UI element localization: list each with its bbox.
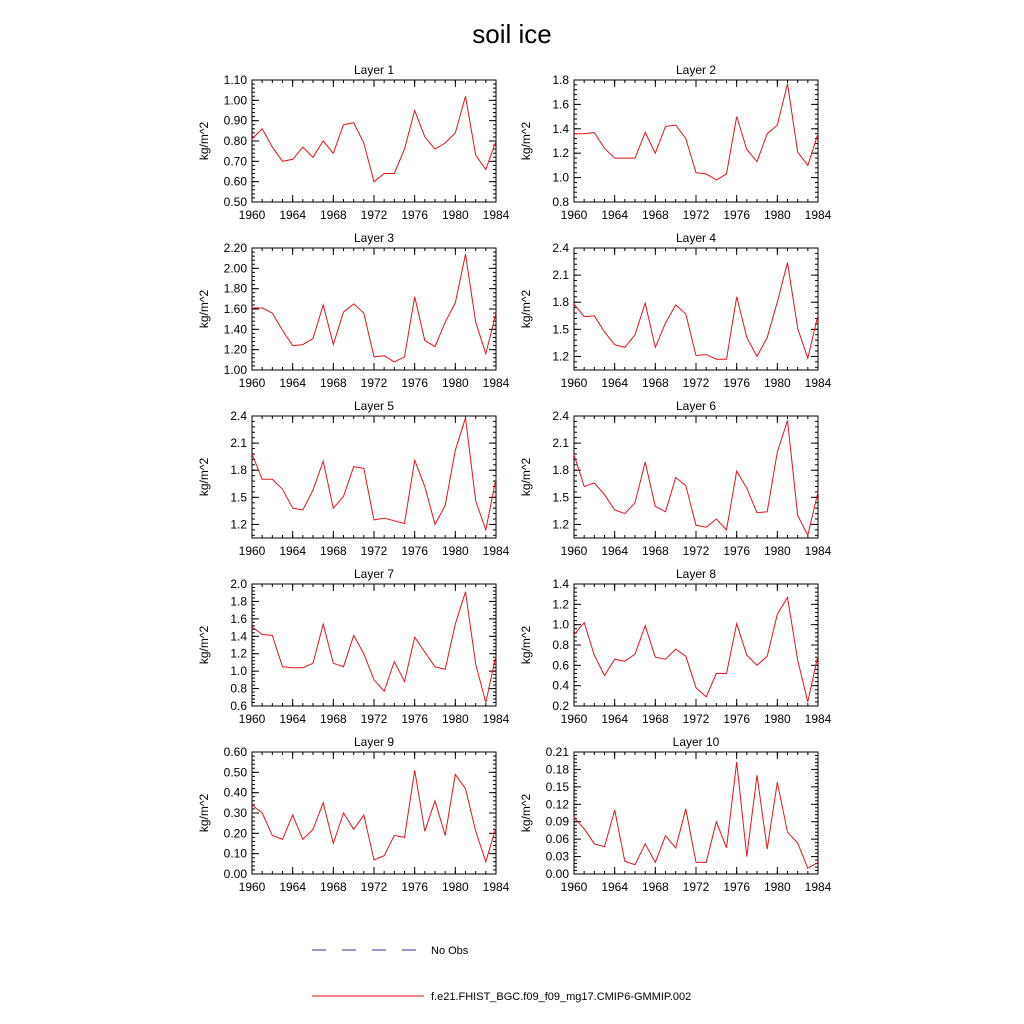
x-tick-label: 1976 bbox=[401, 208, 429, 222]
y-tick-label: 1.2 bbox=[552, 146, 569, 161]
x-tick-label: 1968 bbox=[641, 208, 669, 222]
x-tick-label: 1984 bbox=[804, 712, 832, 726]
y-tick-label: 1.10 bbox=[223, 73, 247, 87]
legend-label: f.e21.FHIST_BGC.f09_f09_mg17.CMIP6-GMMIP.002 bbox=[431, 991, 692, 1003]
x-tick-label: 1980 bbox=[763, 544, 791, 558]
x-tick-label: 1980 bbox=[441, 376, 469, 390]
plot-frame bbox=[252, 752, 496, 874]
y-tick-label: 0.06 bbox=[545, 832, 569, 847]
panel-title: Layer 5 bbox=[353, 399, 395, 413]
x-tick-label: 1964 bbox=[279, 544, 307, 558]
y-tick-label: 0.21 bbox=[545, 745, 569, 759]
y-tick-label: 0.90 bbox=[223, 113, 247, 128]
panel-title: Layer 8 bbox=[675, 567, 717, 581]
x-tick-label: 1964 bbox=[279, 712, 307, 726]
y-tick-label: 1.4 bbox=[230, 629, 247, 644]
x-tick-label: 1972 bbox=[682, 712, 710, 726]
y-axis-label: kg/m^2 bbox=[519, 793, 533, 833]
series-line bbox=[252, 254, 496, 362]
x-tick-label: 1964 bbox=[601, 712, 629, 726]
x-tick-label: 1976 bbox=[401, 376, 429, 390]
x-tick-label: 1968 bbox=[319, 544, 347, 558]
y-axis-label: kg/m^2 bbox=[519, 457, 533, 497]
panel-layer-7 bbox=[197, 567, 510, 726]
y-tick-label: 1.5 bbox=[230, 490, 247, 505]
x-tick-label: 1972 bbox=[682, 376, 710, 390]
main-title: soil ice bbox=[472, 19, 552, 49]
panel-title: Layer 1 bbox=[353, 63, 395, 77]
y-tick-label: 1.8 bbox=[230, 463, 247, 478]
y-tick-label: 0.8 bbox=[230, 681, 247, 696]
panel-title: Layer 7 bbox=[353, 567, 395, 581]
y-tick-label: 0.10 bbox=[223, 846, 247, 861]
y-tick-label: 2.20 bbox=[223, 241, 247, 255]
x-tick-label: 1960 bbox=[560, 376, 588, 390]
y-tick-label: 1.60 bbox=[223, 302, 247, 316]
y-tick-label: 0.00 bbox=[545, 867, 569, 881]
y-tick-label: 1.80 bbox=[223, 281, 247, 296]
series-line bbox=[574, 84, 818, 180]
y-axis-label: kg/m^2 bbox=[197, 289, 211, 329]
y-tick-label: 0.20 bbox=[223, 826, 247, 841]
y-tick-label: 0.00 bbox=[223, 867, 247, 881]
x-tick-label: 1972 bbox=[360, 712, 388, 726]
y-tick-label: 1.8 bbox=[552, 73, 569, 87]
panel-layer-10 bbox=[519, 735, 832, 894]
series-line bbox=[252, 418, 496, 530]
x-tick-label: 1980 bbox=[763, 880, 791, 894]
y-tick-label: 1.6 bbox=[552, 97, 569, 112]
x-tick-label: 1984 bbox=[804, 544, 832, 558]
y-tick-label: 1.8 bbox=[552, 295, 569, 310]
y-axis-label: kg/m^2 bbox=[519, 625, 533, 665]
x-tick-label: 1980 bbox=[763, 376, 791, 390]
x-tick-label: 1984 bbox=[804, 880, 832, 894]
x-tick-label: 1960 bbox=[238, 544, 266, 558]
legend-label: No Obs bbox=[431, 945, 469, 957]
x-tick-label: 1964 bbox=[279, 208, 307, 222]
x-tick-label: 1976 bbox=[401, 712, 429, 726]
y-tick-label: 0.6 bbox=[552, 658, 569, 673]
series-line bbox=[252, 770, 496, 862]
panel-layer-6 bbox=[519, 399, 832, 558]
x-tick-label: 1980 bbox=[441, 880, 469, 894]
x-tick-label: 1980 bbox=[441, 544, 469, 558]
y-tick-label: 1.4 bbox=[552, 121, 569, 136]
plot-frame bbox=[574, 80, 818, 202]
x-tick-label: 1968 bbox=[319, 208, 347, 222]
y-tick-label: 1.5 bbox=[552, 322, 569, 337]
y-tick-label: 2.1 bbox=[552, 268, 569, 283]
y-tick-label: 0.8 bbox=[552, 195, 569, 209]
y-tick-label: 2.1 bbox=[552, 436, 569, 451]
panel-title: Layer 2 bbox=[675, 63, 717, 77]
y-tick-label: 1.00 bbox=[223, 363, 247, 377]
panel-layer-5 bbox=[197, 399, 510, 558]
plot-frame bbox=[252, 584, 496, 706]
y-tick-label: 2.0 bbox=[230, 577, 247, 591]
plot-frame bbox=[252, 248, 496, 370]
x-tick-label: 1968 bbox=[641, 880, 669, 894]
y-tick-label: 2.4 bbox=[230, 409, 247, 423]
panel-title: Layer 6 bbox=[675, 399, 717, 413]
y-tick-label: 0.6 bbox=[230, 699, 247, 713]
x-tick-label: 1972 bbox=[360, 544, 388, 558]
panel-layer-8 bbox=[519, 567, 832, 726]
x-tick-label: 1968 bbox=[319, 880, 347, 894]
panel-layer-9 bbox=[197, 735, 510, 894]
panel-title: Layer 9 bbox=[353, 735, 395, 749]
x-tick-label: 1960 bbox=[238, 880, 266, 894]
y-tick-label: 0.60 bbox=[223, 174, 247, 189]
y-tick-label: 2.1 bbox=[230, 436, 247, 451]
y-tick-label: 0.60 bbox=[223, 745, 247, 759]
x-tick-label: 1960 bbox=[238, 376, 266, 390]
x-tick-label: 1980 bbox=[441, 712, 469, 726]
x-tick-label: 1964 bbox=[601, 880, 629, 894]
series-line bbox=[574, 421, 818, 536]
y-tick-label: 0.50 bbox=[223, 195, 247, 209]
x-tick-label: 1972 bbox=[360, 376, 388, 390]
panel-layer-2 bbox=[519, 63, 832, 222]
y-tick-label: 1.40 bbox=[223, 322, 247, 337]
x-tick-label: 1984 bbox=[482, 544, 510, 558]
series-line bbox=[574, 597, 818, 702]
x-tick-label: 1964 bbox=[279, 376, 307, 390]
y-tick-label: 1.6 bbox=[230, 611, 247, 626]
x-tick-label: 1980 bbox=[763, 712, 791, 726]
legend-item bbox=[312, 991, 691, 1003]
panels bbox=[197, 63, 832, 894]
x-tick-label: 1960 bbox=[238, 208, 266, 222]
y-tick-label: 1.8 bbox=[552, 463, 569, 478]
y-tick-label: 1.5 bbox=[552, 490, 569, 505]
x-tick-label: 1972 bbox=[682, 544, 710, 558]
y-tick-label: 2.4 bbox=[552, 241, 569, 255]
x-tick-label: 1972 bbox=[360, 880, 388, 894]
y-axis-label: kg/m^2 bbox=[197, 625, 211, 665]
x-tick-label: 1960 bbox=[238, 712, 266, 726]
y-tick-label: 0.4 bbox=[552, 678, 569, 693]
x-tick-label: 1976 bbox=[723, 712, 751, 726]
x-tick-label: 1960 bbox=[560, 544, 588, 558]
plot-frame bbox=[574, 752, 818, 874]
y-tick-label: 1.0 bbox=[552, 170, 569, 185]
y-tick-label: 1.2 bbox=[230, 646, 247, 661]
x-tick-label: 1976 bbox=[401, 544, 429, 558]
y-tick-label: 1.0 bbox=[552, 617, 569, 632]
x-tick-label: 1984 bbox=[482, 376, 510, 390]
plot-frame bbox=[574, 248, 818, 370]
x-tick-label: 1968 bbox=[641, 544, 669, 558]
x-tick-label: 1976 bbox=[723, 376, 751, 390]
x-tick-label: 1968 bbox=[319, 376, 347, 390]
x-tick-label: 1964 bbox=[601, 544, 629, 558]
x-tick-label: 1968 bbox=[319, 712, 347, 726]
x-tick-label: 1972 bbox=[360, 208, 388, 222]
x-tick-label: 1980 bbox=[441, 208, 469, 222]
x-tick-label: 1984 bbox=[482, 208, 510, 222]
y-axis-label: kg/m^2 bbox=[197, 121, 211, 161]
x-tick-label: 1960 bbox=[560, 712, 588, 726]
y-tick-label: 2.4 bbox=[552, 409, 569, 423]
x-tick-label: 1984 bbox=[804, 208, 832, 222]
x-tick-label: 1976 bbox=[723, 880, 751, 894]
y-tick-label: 1.0 bbox=[230, 664, 247, 679]
y-tick-label: 1.2 bbox=[552, 597, 569, 612]
legend-item bbox=[312, 945, 469, 957]
y-tick-label: 0.03 bbox=[545, 849, 569, 864]
y-axis-label: kg/m^2 bbox=[197, 457, 211, 497]
x-tick-label: 1964 bbox=[601, 208, 629, 222]
y-tick-label: 0.18 bbox=[545, 762, 569, 777]
x-tick-label: 1984 bbox=[804, 376, 832, 390]
panel-title: Layer 4 bbox=[675, 231, 717, 245]
y-axis-label: kg/m^2 bbox=[519, 289, 533, 329]
y-tick-label: 0.8 bbox=[552, 638, 569, 652]
y-tick-label: 0.30 bbox=[223, 806, 247, 820]
series-line bbox=[252, 96, 496, 181]
plot-frame bbox=[574, 416, 818, 538]
x-tick-label: 1980 bbox=[763, 208, 791, 222]
panel-title: Layer 10 bbox=[672, 735, 720, 749]
panel-title: Layer 3 bbox=[353, 231, 395, 245]
x-tick-label: 1984 bbox=[482, 712, 510, 726]
x-tick-label: 1984 bbox=[482, 880, 510, 894]
series-line bbox=[252, 592, 496, 703]
y-tick-label: 0.80 bbox=[223, 134, 247, 148]
x-tick-label: 1960 bbox=[560, 880, 588, 894]
x-tick-label: 1964 bbox=[601, 376, 629, 390]
legend bbox=[312, 945, 691, 1003]
x-tick-label: 1964 bbox=[279, 880, 307, 894]
y-tick-label: 1.4 bbox=[552, 577, 569, 591]
y-tick-label: 1.00 bbox=[223, 93, 247, 108]
x-tick-label: 1976 bbox=[723, 544, 751, 558]
y-axis-label: kg/m^2 bbox=[519, 121, 533, 161]
series-line bbox=[574, 762, 818, 868]
panel-layer-3 bbox=[197, 231, 510, 390]
y-tick-label: 1.2 bbox=[552, 349, 569, 364]
x-tick-label: 1968 bbox=[641, 376, 669, 390]
x-tick-label: 1972 bbox=[682, 880, 710, 894]
y-axis-label: kg/m^2 bbox=[197, 793, 211, 833]
panel-layer-4 bbox=[519, 231, 832, 390]
x-tick-label: 1960 bbox=[560, 208, 588, 222]
x-tick-label: 1976 bbox=[723, 208, 751, 222]
y-tick-label: 1.2 bbox=[552, 517, 569, 532]
y-tick-label: 0.70 bbox=[223, 154, 247, 169]
y-tick-label: 1.2 bbox=[230, 517, 247, 532]
y-tick-label: 1.20 bbox=[223, 342, 247, 357]
x-tick-label: 1976 bbox=[401, 880, 429, 894]
series-line bbox=[574, 263, 818, 360]
y-tick-label: 0.09 bbox=[545, 814, 569, 829]
x-tick-label: 1968 bbox=[641, 712, 669, 726]
x-tick-label: 1972 bbox=[682, 208, 710, 222]
y-tick-label: 2.00 bbox=[223, 261, 247, 276]
y-tick-label: 0.50 bbox=[223, 765, 247, 780]
y-tick-label: 0.12 bbox=[545, 797, 569, 812]
panel-layer-1 bbox=[197, 63, 510, 222]
plot-frame bbox=[252, 80, 496, 202]
y-tick-label: 0.15 bbox=[545, 779, 569, 794]
y-tick-label: 0.40 bbox=[223, 785, 247, 800]
y-tick-label: 1.8 bbox=[230, 594, 247, 609]
y-tick-label: 0.2 bbox=[552, 699, 569, 713]
